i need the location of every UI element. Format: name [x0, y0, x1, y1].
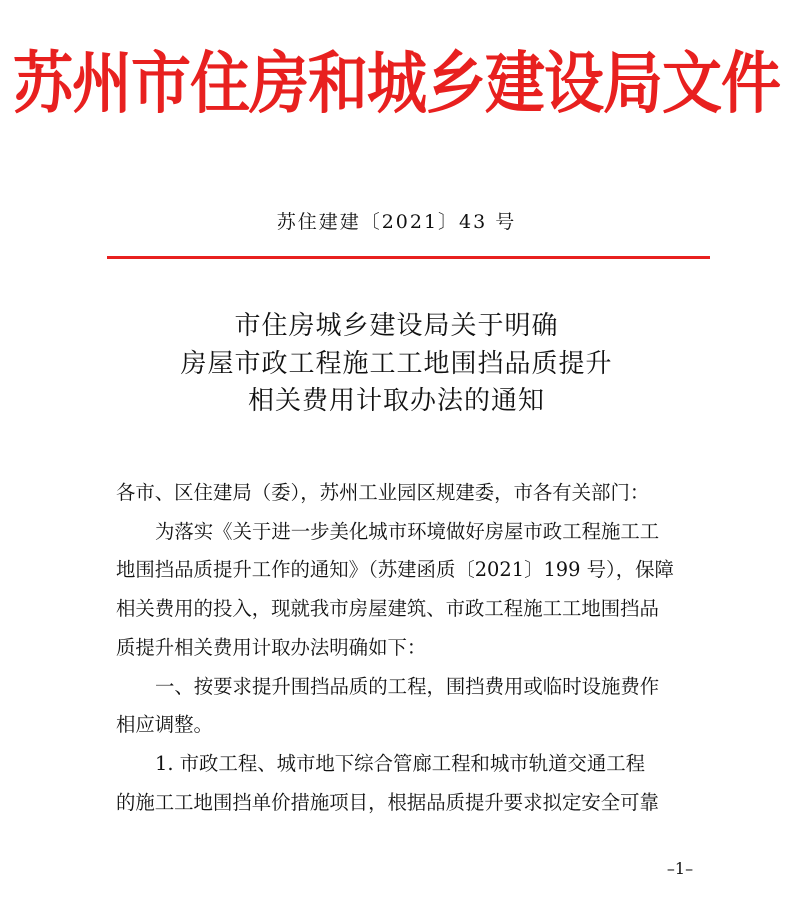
page-number: –1– [666, 859, 694, 878]
body-line: 为落实《关于进一步美化城市环境做好房屋市政工程施工工 [155, 519, 660, 543]
body-line: 相关费用的投入，现就我市房屋建筑、市政工程施工工地围挡品 [116, 597, 659, 621]
salutation-line: 各市、区住建局（委），苏州工业园区规建委，市各有关部门： [116, 481, 650, 504]
notice-title [0, 308, 793, 421]
masthead-title: 苏州市住房和城乡建设局文件 [13, 44, 780, 124]
title-line: 市住房城乡建设局关于明确 [234, 311, 559, 341]
red-divider-rule [107, 256, 710, 259]
body-line: 的施工工地围挡单价措施项目，根据品质提升要求拟定安全可靠 [116, 790, 659, 814]
body-line: 相应调整。 [116, 713, 213, 737]
section-heading-line: 一、按要求提升围挡品质的工程，围挡费用或临时设施费作 [155, 674, 660, 698]
notice-body [116, 474, 706, 822]
item-line: 1. 市政工程、城市地下综合管廊工程和城市轨道交通工程 [155, 751, 646, 775]
body-line: 地围挡品质提升工作的通知》（苏建函质〔2021〕199 号），保障 [116, 558, 674, 582]
body-line: 质提升相关费用计取办法明确如下： [116, 635, 427, 659]
title-line: 相关费用计取办法的通知 [247, 386, 545, 416]
title-line: 房屋市政工程施工工地围挡品质提升 [180, 348, 613, 379]
document-number: 苏住建建〔2021〕43 号 [276, 211, 517, 233]
